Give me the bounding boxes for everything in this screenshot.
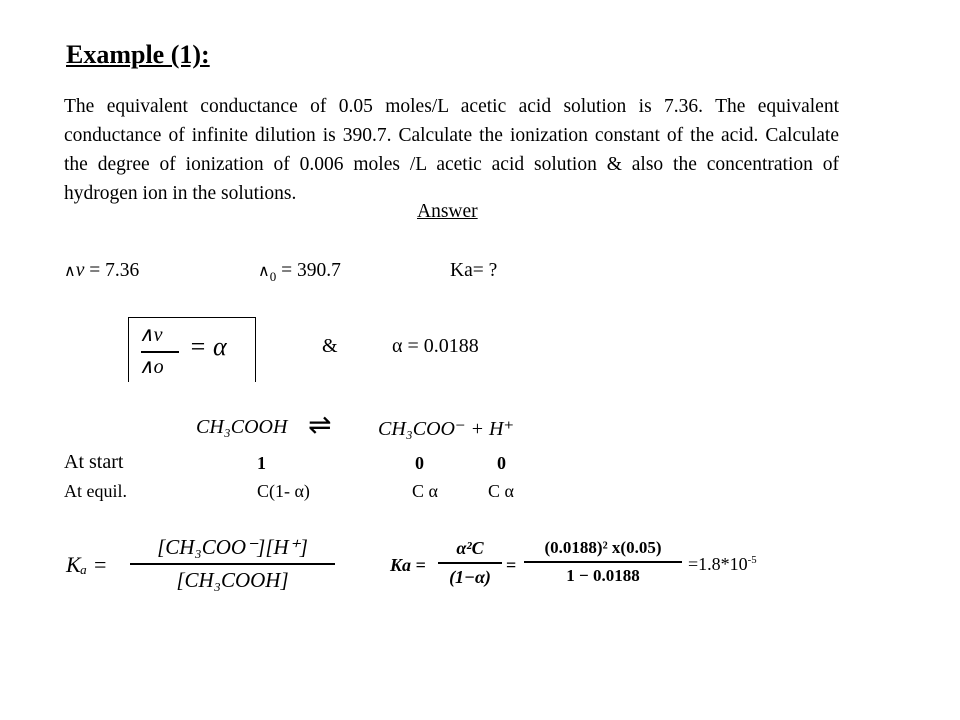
given-lambda-0 bbox=[258, 260, 341, 285]
ka-calc-equals: = bbox=[506, 555, 517, 575]
start-value-1: 1 bbox=[257, 453, 266, 473]
ka-expression-lhs: Kₐ = bbox=[66, 552, 108, 577]
lambda-v-value: = 7.36 bbox=[89, 260, 140, 281]
alpha-formula-rhs: = α bbox=[189, 332, 227, 361]
start-value-3: 0 bbox=[497, 453, 506, 473]
lambda-0-value: = 390.7 bbox=[281, 260, 341, 281]
ka-calc-fraction-bar-1 bbox=[438, 562, 502, 564]
ka-calc-fraction-1 bbox=[438, 538, 502, 588]
ampersand: & bbox=[322, 335, 338, 357]
alpha-value: α = 0.0188 bbox=[392, 335, 479, 357]
ka-result-exponent: -5 bbox=[747, 554, 757, 566]
reaction-reactant: CH₃COOH bbox=[196, 416, 288, 438]
ka-result bbox=[688, 554, 757, 575]
lambda-0-symbol: ∧ bbox=[258, 261, 270, 280]
ka-result-base: =1.8*10 bbox=[688, 554, 748, 574]
reaction-products: CH₃COO⁻ + H⁺ bbox=[378, 418, 515, 440]
given-ka-query: Ka= ? bbox=[450, 260, 498, 281]
ka-expression-numerator: [CH₃COO⁻][H⁺] bbox=[157, 535, 308, 559]
alpha-formula-fraction-bar bbox=[141, 351, 179, 353]
problem-statement: The equivalent conductance of 0.05 moles/L acetic acid solution is 7.36. The equivalent conductance of infinite dilution is 390.7. Calculate the ionization constant of the acid. Calculate the degree of ionization of 0.006 moles /L acetic acid solution & also the concentration of hydrogen ion in the solutions. bbox=[64, 96, 839, 204]
equil-value-2: C α bbox=[412, 481, 438, 501]
alpha-formula-box bbox=[128, 317, 256, 382]
ka-calc-denominator-2: 1 − 0.0188 bbox=[566, 565, 640, 585]
given-lambda-v bbox=[64, 260, 139, 282]
equil-value-1: C(1- α) bbox=[257, 481, 310, 501]
ka-calc-lhs: Ka = bbox=[390, 555, 426, 575]
lambda-0-sub: 0 bbox=[269, 269, 277, 284]
ka-calc-numerator-1: α²C bbox=[456, 538, 484, 558]
ka-calc-fraction-2 bbox=[524, 538, 682, 586]
equil-value-3: C α bbox=[488, 481, 514, 501]
lambda-v-sub: v bbox=[75, 260, 85, 281]
ka-calc-numerator-2: (0.0188)² x(0.05) bbox=[544, 538, 662, 557]
ka-calc-denominator-1: (1−α) bbox=[449, 566, 491, 587]
equilibrium-arrow: ⇌ bbox=[308, 408, 332, 441]
ka-expression-fraction-bar bbox=[130, 563, 335, 565]
alpha-formula-numerator: ∧v bbox=[139, 324, 163, 346]
at-equil-label: At equil. bbox=[64, 481, 127, 501]
ka-expression-fraction bbox=[130, 535, 335, 593]
page-title: Example (1): bbox=[66, 40, 210, 69]
ka-calc-fraction-bar-2 bbox=[524, 561, 682, 563]
alpha-formula-denominator: ∧o bbox=[139, 356, 164, 378]
lambda-v-symbol: ∧ bbox=[64, 261, 76, 280]
at-start-label: At start bbox=[64, 451, 124, 473]
start-value-2: 0 bbox=[415, 453, 424, 473]
ka-expression-denominator: [CH₃COOH] bbox=[176, 567, 289, 592]
answer-heading: Answer bbox=[417, 201, 478, 222]
